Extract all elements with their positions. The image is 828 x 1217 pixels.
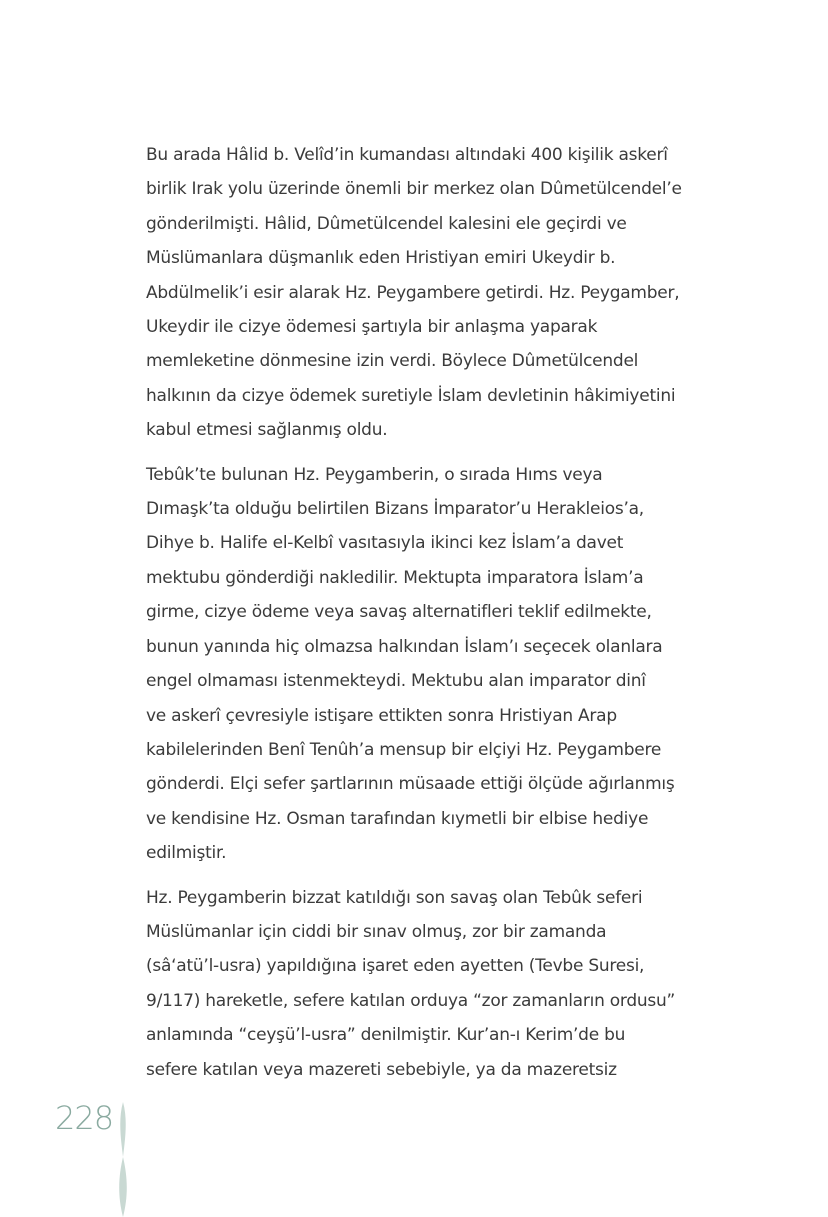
text-line: Bu arada Hâlid b. Velîd’in kumandası altındaki 400 kişilik askerî [146,145,668,165]
text-line: (sâ‘atü’l-usra) yapıldığına işaret eden ayetten (Tevbe Suresi, [146,956,645,977]
text-line: Müslümanlar için ciddi bir sınav olmuş, zor bir zamanda [146,921,607,942]
text-line: gönderilmişti. Hâlid, Dûmetülcendel kalesini ele geçirdi ve [146,213,627,234]
text-line: gönderdi. Elçi sefer şartlarının müsaade ettiği ölçüde ağırlanmış [146,774,675,795]
text-line: anlamında “ceyşü’l-usra” denilmiştir. Kur’an-ı Kerim’de bu [146,1025,626,1046]
text-line: kabul etmesi sağlanmış oldu. [146,420,388,441]
paragraph-1 [146,138,706,448]
text-line: Müslümanlara düşmanlık eden Hristiyan emiri Ukeydir b. [146,248,616,269]
text-line: Tebûk’te bulunan Hz. Peygamberin, o sırada Hıms veya [146,464,603,485]
text-line: mektubu gönderdiği nakledilir. Mektupta imparatora İslam’a [146,567,644,588]
text-line: edilmiştir. [146,843,227,864]
text-line: birlik Irak yolu üzerinde önemli bir merkez olan Dûmetülcendel’e [146,179,682,200]
text-line: Ukeydir ile cizye ödemesi şartıyla bir anlaşma yaparak [146,317,598,338]
leaf-ornament-icon [112,1102,134,1217]
text-line: Dımaşk’ta olduğu belirtilen Bizans İmparator’u Herakleios’a, [146,499,644,520]
text-line: engel olmaması istenmekteydi. Mektubu alan imparator dinî [146,671,646,692]
text-line: kabilelerinden Benî Tenûh’a mensup bir elçiyi Hz. Peygambere [146,739,662,760]
text-line: Hz. Peygamberin bizzat katıldığı son savaş olan Tebûk seferi [146,887,643,908]
paragraph-2 [146,458,706,871]
text-line: 9/117) hareketle, sefere katılan orduya “zor zamanların ordusu” [146,990,676,1011]
text-line: ve kendisine Hz. Osman tarafından kıymetli bir elbise hediye [146,808,649,829]
body-text [146,138,706,1097]
text-line: Abdülmelik’i esir alarak Hz. Peygambere getirdi. Hz. Peygamber, [146,282,680,303]
text-line: sefere katılan veya mazereti sebebiyle, ya da mazeretsiz [146,1059,617,1080]
text-line: bunun yanında hiç olmazsa halkından İslam’ı seçecek olanlara [146,636,663,657]
text-line: Dihye b. Halife el-Kelbî vasıtasıyla ikinci kez İslam’a davet [146,533,624,554]
text-line: halkının da cizye ödemek suretiyle İslam devletinin hâkimiyetini [146,385,676,406]
text-line: ve askerî çevresiyle istişare ettikten sonra Hristiyan Arap [146,705,617,726]
text-line: girme, cizye ödeme veya savaş alternatifleri teklif edilmekte, [146,602,652,623]
text-line: memleketine dönmesine izin verdi. Böylece Dûmetülcendel [146,351,639,372]
page-number: 228 [55,1099,114,1137]
paragraph-3 [146,881,706,1087]
